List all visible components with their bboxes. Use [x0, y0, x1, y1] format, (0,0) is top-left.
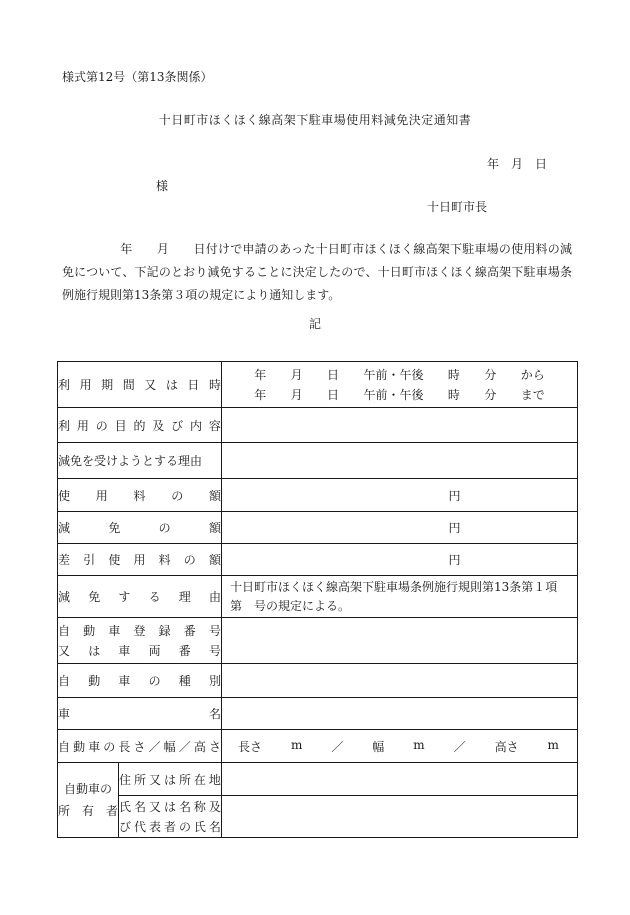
- field-token: 午前・午後: [363, 387, 424, 402]
- row-purpose: [58, 408, 578, 443]
- label-char: 表: [148, 819, 161, 834]
- row-owner-name: [58, 796, 578, 838]
- reason-text: 十日町市ほくほく線高架下駐車場条例施行規則第13条第１項第 号の規定による。: [230, 579, 558, 613]
- label-char: す: [118, 590, 131, 604]
- owner-address-label: [119, 771, 221, 788]
- field-token: 長さ: [238, 739, 263, 754]
- label-char: 額: [208, 521, 221, 535]
- label-char: 及: [152, 418, 165, 433]
- label-char: 在: [193, 772, 206, 787]
- fee-label: [58, 487, 221, 504]
- label-char: 番: [183, 623, 196, 638]
- label-char: 住: [119, 772, 132, 787]
- label-char: 使: [58, 488, 71, 503]
- label-char: 用: [76, 418, 89, 433]
- label-char: さ: [208, 739, 221, 754]
- label-char: 氏: [119, 799, 132, 814]
- car-name-value[interactable]: [222, 698, 578, 730]
- row-reduction: [58, 512, 578, 544]
- field-token: 月: [290, 387, 303, 402]
- owner-label: [58, 763, 119, 838]
- net-fee-label: [58, 551, 221, 568]
- label-char: 容: [208, 418, 221, 433]
- owner-name-label-1: [119, 797, 221, 817]
- label-char: 目: [114, 418, 127, 433]
- owner-address-value[interactable]: [222, 763, 578, 796]
- label-char: ／: [178, 739, 191, 754]
- field-token: ／: [453, 739, 466, 754]
- label-char: 料: [158, 553, 171, 567]
- label-char: 幅: [163, 739, 176, 754]
- label-char: の: [95, 418, 108, 433]
- date-line: 年 月 日: [487, 157, 548, 171]
- row-fee: [58, 479, 578, 512]
- label-char: は: [165, 378, 178, 392]
- label-char: 代: [133, 819, 146, 834]
- form-number: 様式第12号（第13条関係）: [62, 70, 213, 84]
- label-char: 番: [178, 643, 191, 658]
- row-registration: [58, 618, 578, 664]
- notice-text: 年 月 日付けで申請のあった十日町市ほくほく線高架下駐車場の使用料の減免について、下記のとおり減免することに決定したので、十日町市ほくほく線高架下駐車場条例施行規則第13条第３項の規定により通知します。: [62, 242, 572, 302]
- label-char: は: [88, 643, 101, 658]
- label-char: 由: [208, 590, 221, 604]
- label-char: 額: [208, 553, 221, 567]
- label-char: 所: [133, 772, 146, 787]
- label-char: 免: [88, 590, 101, 604]
- label-char: 氏: [193, 819, 206, 834]
- label-char: 料: [133, 488, 146, 503]
- label-char: 種: [178, 674, 191, 688]
- field-token: 月: [290, 367, 303, 382]
- label-char: 録: [158, 623, 171, 638]
- label-char: 者: [105, 804, 118, 818]
- field-token: m: [413, 737, 425, 752]
- field-token: 年: [254, 367, 267, 382]
- label-char: 自: [58, 739, 71, 754]
- label-char: 所: [58, 804, 71, 818]
- label-char: 号: [208, 623, 221, 638]
- label-char: 引: [83, 553, 96, 567]
- label-char: 用: [79, 378, 92, 392]
- label-char: 減: [58, 521, 71, 535]
- reduction-label: [58, 519, 221, 536]
- label-char: の: [158, 521, 171, 535]
- document-title: 十日町市ほくほく線高架下駐車場使用料減免決定通知書: [158, 113, 472, 127]
- field-token: m: [290, 737, 303, 752]
- owner-name-label-2: [119, 817, 221, 837]
- label-char: の: [183, 553, 196, 567]
- owner-label-1: 自動車の: [63, 782, 112, 796]
- field-token: 日: [327, 367, 340, 382]
- row-owner-address: [58, 763, 578, 796]
- label-char: 間: [122, 378, 135, 392]
- field-token: まで: [520, 387, 545, 402]
- label-char: 使: [108, 553, 121, 567]
- label-char: 所: [178, 772, 191, 787]
- period-from: [222, 365, 577, 385]
- label-char: 又: [148, 799, 161, 814]
- label-char: 理: [178, 590, 191, 604]
- label-char: ／: [148, 739, 161, 754]
- label-char: 名: [133, 799, 146, 814]
- field-token: から: [520, 367, 545, 382]
- label-char: び: [119, 819, 132, 834]
- label-char: の: [103, 739, 116, 754]
- label-char: の: [178, 819, 191, 834]
- row-size: [58, 730, 578, 763]
- label-char: 両: [148, 643, 161, 658]
- registration-label-1: [58, 621, 221, 641]
- label-char: の: [171, 488, 184, 503]
- reason-label: [58, 588, 221, 605]
- label-char: 利: [58, 418, 71, 433]
- label-char: る: [148, 590, 161, 604]
- label-char: び: [171, 418, 184, 433]
- field-token: 午前・午後: [363, 367, 424, 382]
- period-to: [222, 385, 577, 405]
- row-car-type: [58, 664, 578, 698]
- label-char: 内: [190, 418, 203, 433]
- field-token: 時: [447, 367, 460, 382]
- net-fee-yen: 円: [448, 553, 461, 567]
- owner-name-value[interactable]: [222, 796, 578, 838]
- fee-yen: 円: [448, 488, 461, 503]
- purpose-label: [58, 417, 221, 434]
- car-name-label: [58, 705, 221, 722]
- label-char: 差: [58, 553, 71, 567]
- notice-paragraph: [62, 238, 572, 307]
- label-char: 額: [208, 488, 221, 503]
- label-char: さ: [133, 739, 146, 754]
- label-char: は: [163, 799, 176, 814]
- size-value: [222, 738, 577, 755]
- label-char: 用: [133, 553, 146, 567]
- registration-value[interactable]: [222, 618, 578, 664]
- label-char: 車: [108, 623, 121, 638]
- size-label: [58, 738, 221, 755]
- purpose-value[interactable]: [222, 408, 578, 443]
- field-token: 高さ: [494, 739, 519, 754]
- label-char: 車: [118, 674, 131, 688]
- owner-label-2: [58, 800, 118, 822]
- label-char: 自: [58, 623, 71, 638]
- label-char: 及: [208, 799, 221, 814]
- reduction-yen: 円: [448, 521, 461, 535]
- row-reason-request: [58, 443, 578, 479]
- period-label: [58, 376, 221, 393]
- label-char: 減: [58, 590, 71, 604]
- reason-request-label: 減免を受けようとする理由: [58, 443, 222, 479]
- label-char: 時: [208, 378, 221, 392]
- field-token: ／: [331, 739, 344, 754]
- row-car-name: [58, 698, 578, 730]
- label-char: 名: [178, 799, 191, 814]
- label-char: 動: [88, 674, 101, 688]
- label-char: 別: [208, 674, 221, 688]
- reason-request-value[interactable]: [222, 443, 578, 479]
- label-char: 又: [148, 772, 161, 787]
- label-char: 車: [58, 707, 71, 721]
- label-char: 号: [208, 643, 221, 658]
- label-char: 車: [118, 643, 131, 658]
- label-char: 利: [58, 378, 71, 392]
- label-char: 車: [88, 739, 101, 754]
- label-char: 日: [187, 378, 200, 392]
- row-period: [58, 362, 578, 408]
- label-char: 免: [108, 521, 121, 535]
- label-char: 動: [73, 739, 86, 754]
- label-char: は: [163, 772, 176, 787]
- row-reason: [58, 576, 578, 618]
- label-char: 動: [83, 623, 96, 638]
- car-type-label: [58, 672, 221, 689]
- label-char: 有: [81, 804, 94, 818]
- label-char: 自: [58, 674, 71, 688]
- field-token: 分: [484, 367, 497, 382]
- label-char: 的: [133, 418, 146, 433]
- label-char: 名: [208, 819, 221, 834]
- recipient-honorific: 様: [156, 179, 169, 193]
- field-token: 時: [447, 387, 460, 402]
- label-char: の: [148, 674, 161, 688]
- row-net-fee: [58, 544, 578, 576]
- label-char: 又: [58, 643, 71, 658]
- label-char: 用: [95, 488, 108, 503]
- label-char: 長: [118, 739, 131, 754]
- label-char: 登: [133, 623, 146, 638]
- car-type-value[interactable]: [222, 664, 578, 698]
- field-token: m: [547, 737, 559, 752]
- label-char: 称: [193, 799, 206, 814]
- details-table: [57, 361, 578, 838]
- label-char: 期: [101, 378, 114, 392]
- label-char: 名: [208, 707, 221, 721]
- field-token: 年: [254, 387, 267, 402]
- ki-heading: 記: [308, 317, 321, 331]
- label-char: 高: [193, 739, 206, 754]
- issuer: 十日町市長: [427, 200, 488, 214]
- label-char: 者: [163, 819, 176, 834]
- label-char: 又: [144, 378, 157, 392]
- field-token: 幅: [372, 739, 385, 754]
- field-token: 分: [484, 387, 497, 402]
- label-char: 地: [208, 772, 221, 787]
- registration-label-2: [58, 641, 221, 661]
- field-token: 日: [327, 387, 340, 402]
